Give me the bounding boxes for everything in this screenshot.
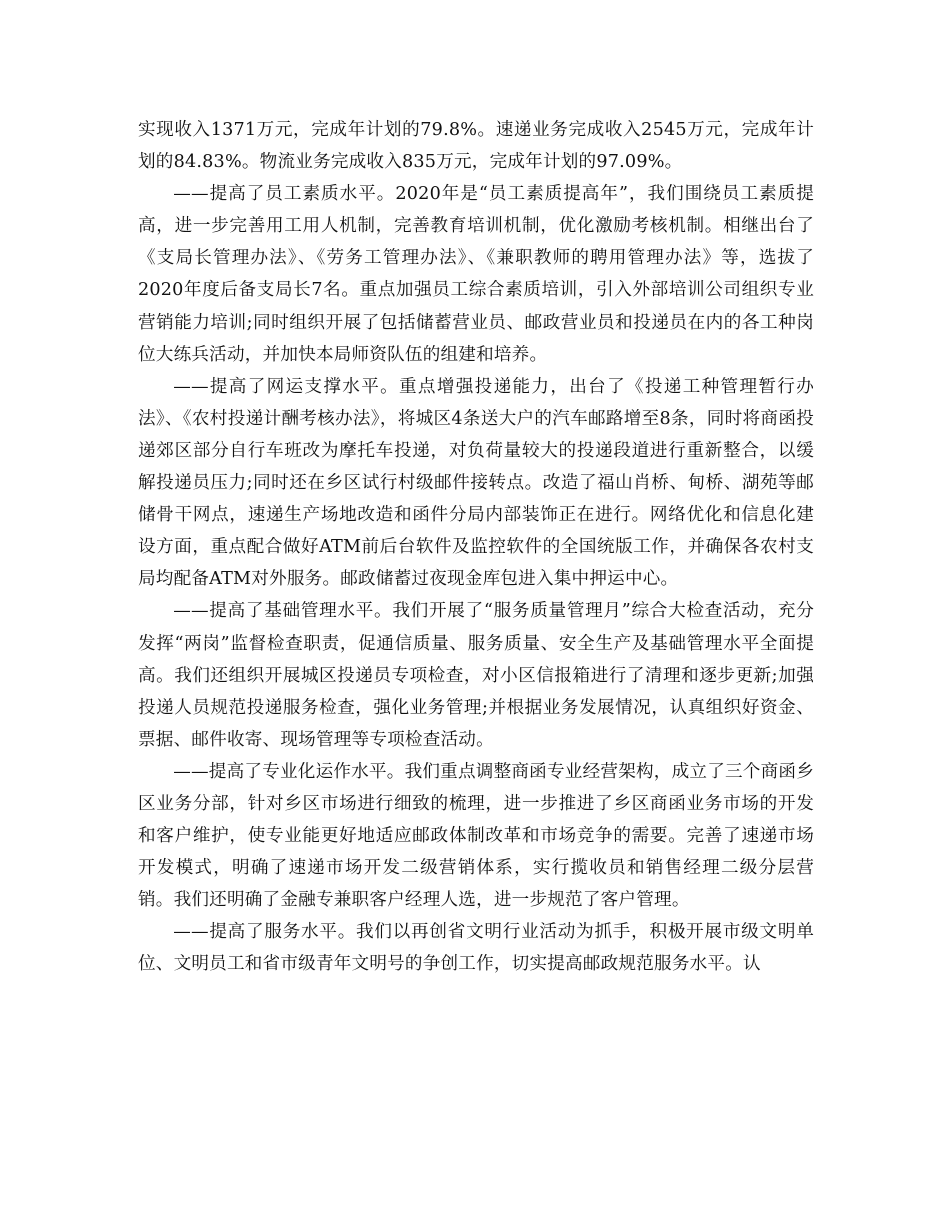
- document-page: [138, 114, 814, 981]
- paragraph-service-level: ——提高了服务水平。我们以再创省文明行业活动为抓手，积极开展市级文明单位、文明员工和省市级青年文明号的争创工作，切实提高邮政规范服务水平。认: [138, 922, 814, 975]
- paragraph-basic-management: ——提高了基础管理水平。我们开展了“服务质量管理月”综合大检查活动，充分发挥“两岗”监督检查职责，促通信质量、服务质量、安全生产及基础管理水平全面提高。我们还组织开展城区投递员专项检查，对小区信报箱进行了清理和逐步更新;加强投递人员规范投递服务检查，强化业务管理;并根据业务发展情况，认真组织好资金、票据、邮件收寄、现场管理等专项检查活动。: [138, 601, 814, 750]
- paragraph-staff-quality: ——提高了员工素质水平。2020年是“员工素质提高年”，我们围绕员工素质提高，进一步完善用工用人机制，完善教育培训机制，优化激励考核机制。相继出台了《支局长管理办法》、《劳务工管理办法》、《兼职教师的聘用管理办法》等，选拔了2020年度后备支局长7名。重点加强员工综合素质培训，引入外部培训公司组织专业营销能力培训;同时组织开展了包括储蓄营业员、邮政营业员和投递员在内的各工种岗位大练兵活动，并加快本局师资队伍的组建和培养。: [138, 184, 814, 365]
- paragraph-specialized-operation: ——提高了专业化运作水平。我们重点调整商函专业经营架构，成立了三个商函乡区业务分部，针对乡区市场进行细致的梳理，进一步推进了乡区商函业务市场的开发和客户维护，使专业能更好地适应邮政体制改革和市场竞争的需要。完善了速递市场开发模式，明确了速递市场开发二级营销体系，实行揽收员和销售经理二级分层营销。我们还明确了金融专兼职客户经理人选，进一步规范了客户管理。: [138, 761, 814, 911]
- paragraph-network-support: ——提高了网运支撑水平。重点增强投递能力，出台了《投递工种管理暂行办法》、《农村投递计酬考核办法》，将城区4条送大户的汽车邮路增至8条，同时将商函投递郊区部分自行车班改为摩托车投递，对负荷量较大的投递段道进行重新整合，以缓解投递员压力;同时还在乡区试行村级邮件接转点。改造了福山肖桥、甸桥、湖苑等邮储骨干网点，速递生产场地改造和函件分局内部装饰正在进行。网络优化和信息化建设方面，重点配合做好ATM前后台软件及监控软件的全国统版工作，并确保各农村支局均配备ATM对外服务。邮政储蓄过夜现金库包进入集中押运中心。: [138, 376, 814, 590]
- paragraph-revenue-summary: 实现收入1371万元，完成年计划的79.8%。速递业务完成收入2545万元，完成年计划的84.83%。物流业务完成收入835万元，完成年计划的97.09%。: [138, 120, 814, 173]
